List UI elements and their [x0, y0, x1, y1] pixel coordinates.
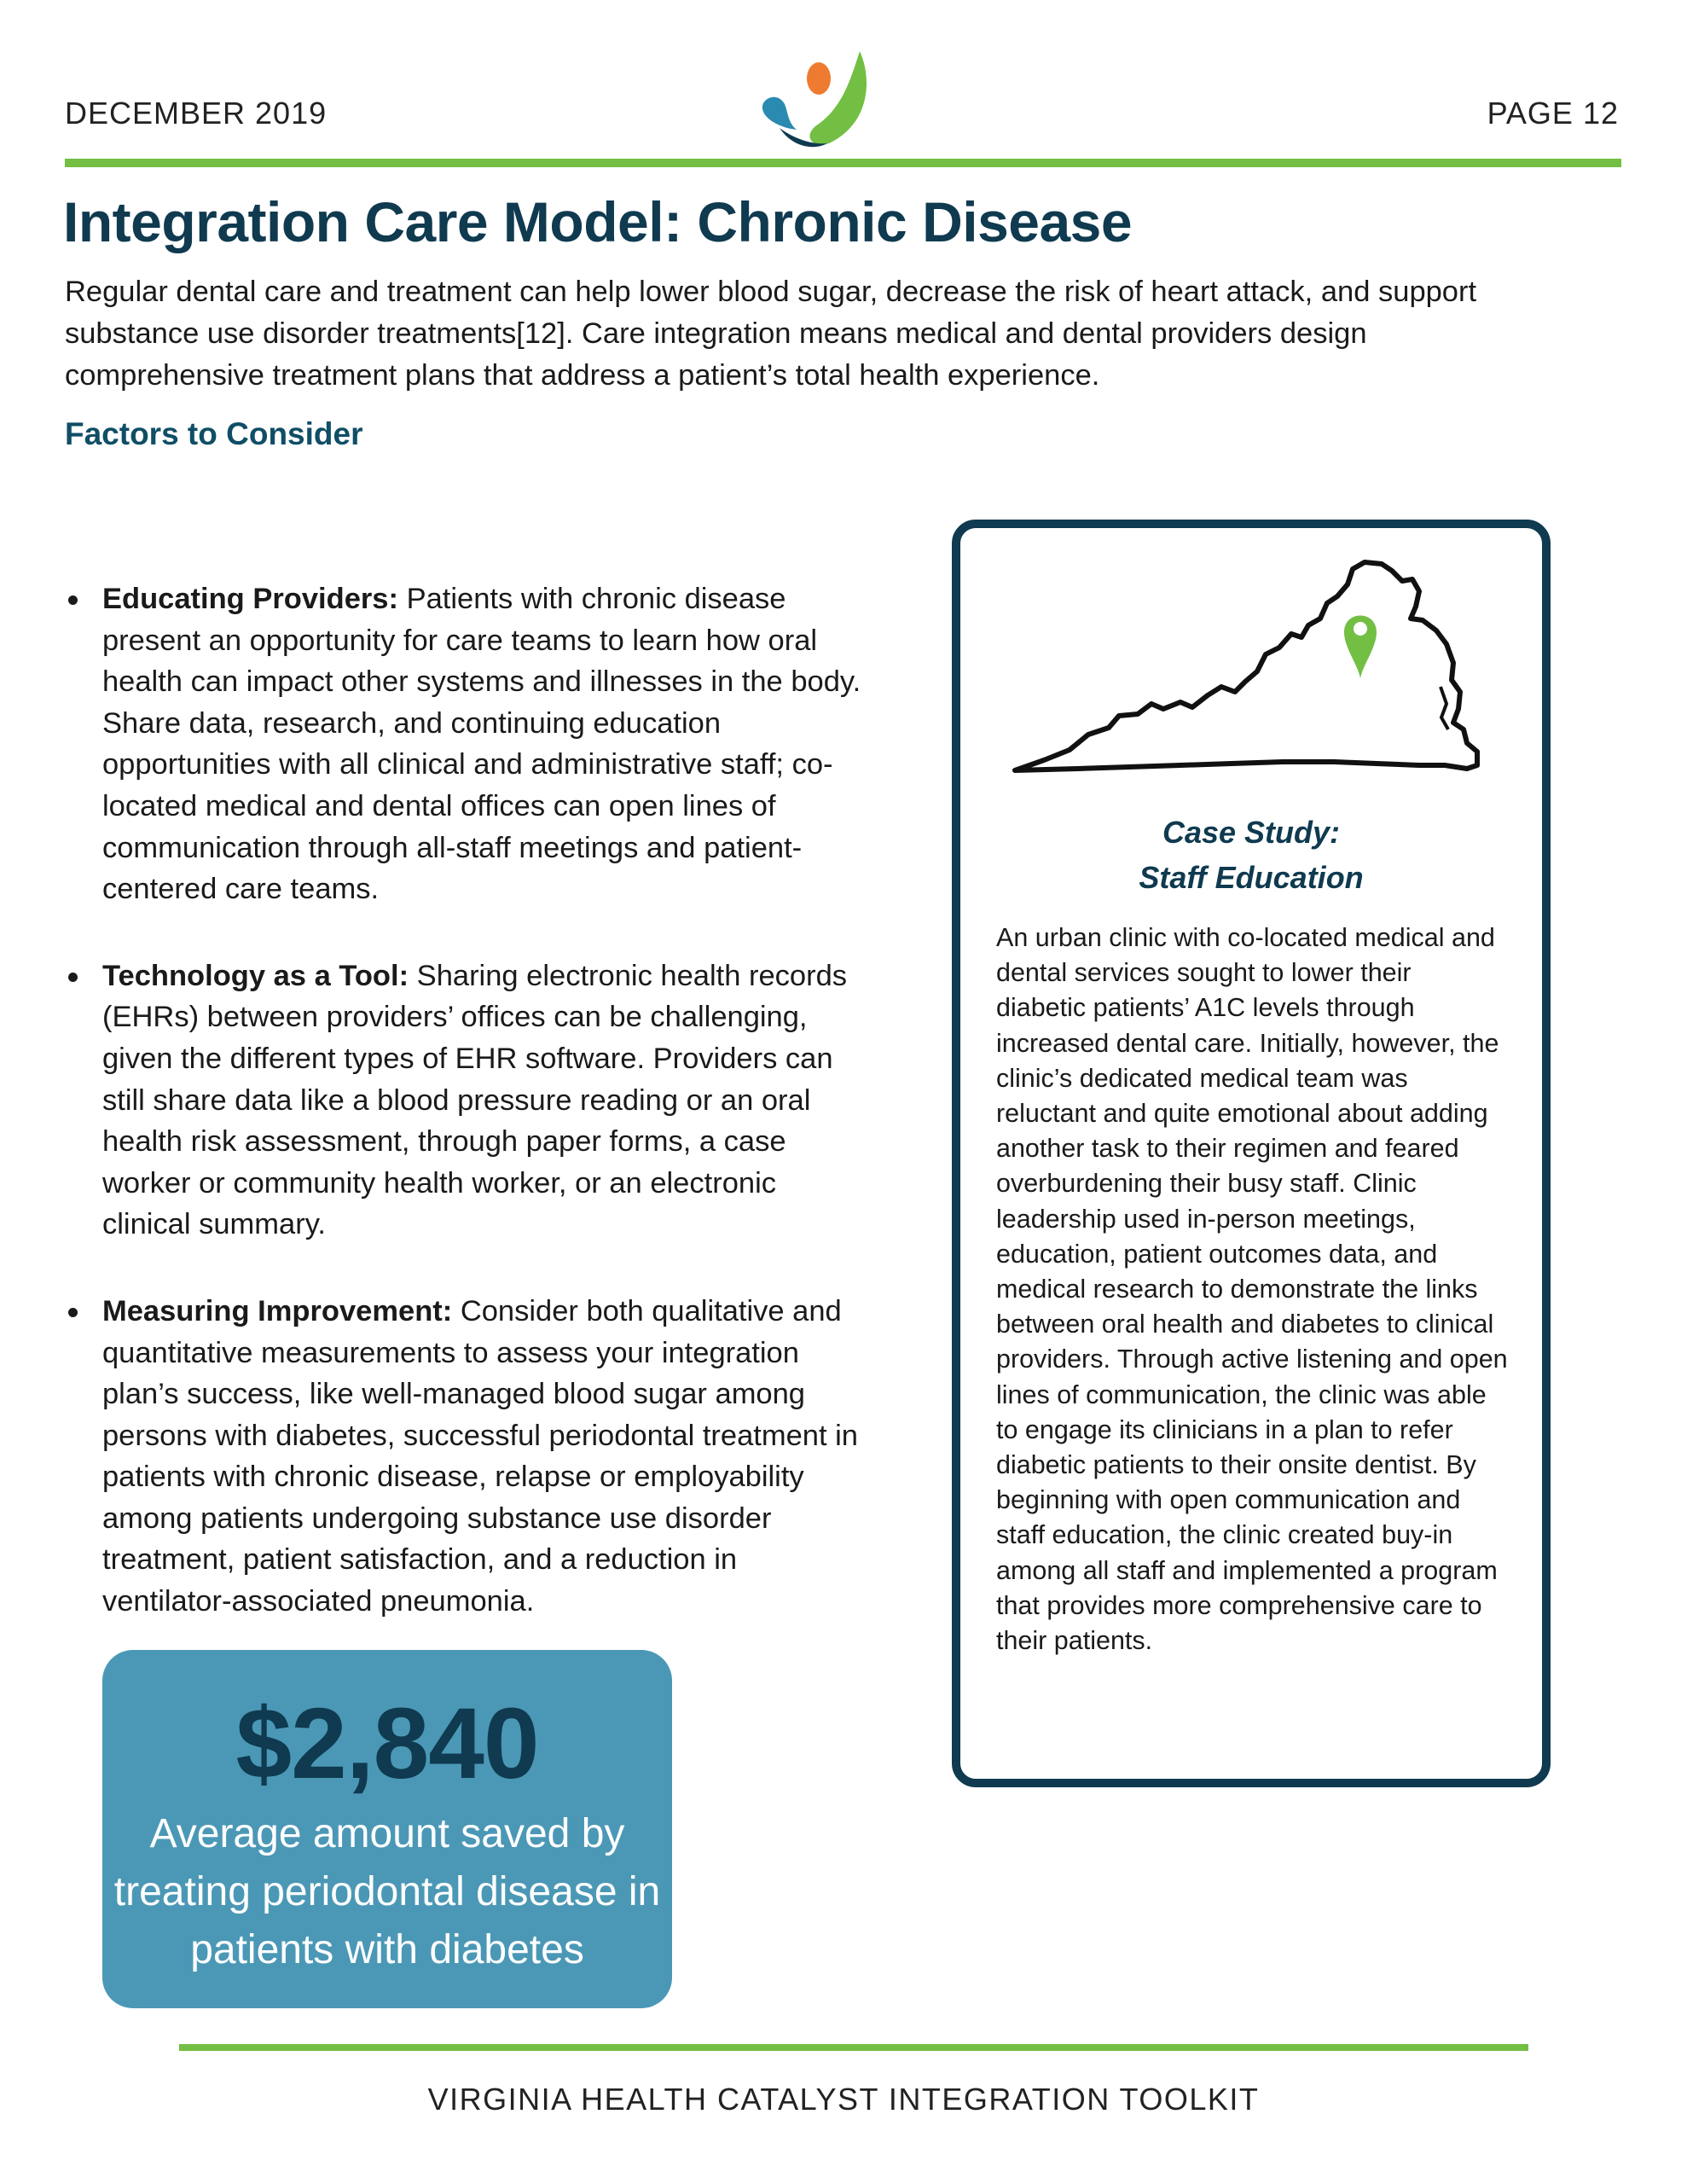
case-study-title-line1: Case Study:	[1162, 815, 1341, 850]
case-study-title-line2: Staff Education	[1139, 860, 1364, 895]
bullet-icon	[68, 595, 78, 605]
savings-label: Average amount saved by treating periodontal disease in patients with diabetes	[113, 1811, 661, 1972]
savings-callout	[102, 1650, 672, 2008]
page-title: Integration Care Model: Chronic Disease	[63, 190, 1133, 253]
case-study-body: An urban clinic with co-located medical and dental services sought to lower their diabetic patients’ A1C levels through increased dental care. Initially, however, the clinic’s dedicated medical team was reluctant and quite emotional about adding another task to their regimen and feared overburdening their busy staff. Clinic leadership used in-person meetings, education, patient outcomes data, and medical research to demonstrate the links between oral health and diabetes to clinical providers. Through active listening and open lines of communication, the clinic was able to engage its clinicians in a plan to refer diabetic patients to their onsite dentist. By beginning with open communication and staff education, the clinic created buy-in among all staff and implemented a program that provides more comprehensive care to their patients.	[996, 923, 1508, 1656]
header-date: DECEMBER 2019	[65, 96, 328, 131]
bullet-text: Patients with chronic disease present an opportunity for care teams to learn how oral health can impact other systems and illnesses in the body. Share data, research, and continuing education opportunities with all clinical and administrative staff; co-located medical and dental offices can open lines of communication through all-staff meetings and patient-centered care teams.	[102, 583, 861, 906]
case-study-title	[960, 810, 1542, 900]
header-divider	[65, 159, 1621, 167]
bullet-text: Sharing electronic health records (EHRs) between providers’ offices can be challenging, given the different types of EHR software. Providers can still share data like a blood pressure reading or an oral health risk assessment, through paper forms, a case worker or community health worker, or an electronic clinical summary.	[102, 959, 848, 1241]
case-study-box	[952, 520, 1551, 1787]
header-page-number: PAGE 12	[1487, 96, 1619, 131]
bullet-icon	[68, 1308, 78, 1317]
footer-title: VIRGINIA HEALTH CATALYST INTEGRATION TOOLKIT	[427, 2082, 1260, 2117]
health-catalyst-logo-icon	[759, 44, 878, 151]
factors-heading: Factors to Consider	[65, 416, 363, 451]
footer-divider	[179, 2044, 1528, 2051]
list-item	[65, 578, 867, 910]
list-item	[65, 1291, 867, 1623]
bullet-label: Technology as a Tool:	[102, 959, 409, 992]
bullet-label: Educating Providers:	[102, 583, 398, 615]
intro-paragraph: Regular dental care and treatment can help lower blood sugar, decrease the risk of heart attack, and support substance use disorder treatments[12]. Care integration means medical and dental providers design comprehensive treatment plans that address a patient’s total health experience.	[65, 276, 1477, 392]
bullet-icon	[68, 973, 78, 982]
factors-list	[65, 578, 867, 1668]
bullet-text: Consider both qualitative and quantitative measurements to assess your integration plan’s success, like well-managed blood sugar among persons with diabetes, successful periodontal treatment in patients with chronic disease, relapse or employability among patients undergoing substance use disorder treatment, patient satisfaction, and a reduction in ventilator-associated pneumonia.	[102, 1294, 858, 1618]
virginia-map-icon	[1010, 559, 1494, 781]
savings-value: $2,840	[235, 1687, 539, 1800]
bullet-label: Measuring Improvement:	[102, 1294, 453, 1327]
list-item	[65, 956, 867, 1246]
